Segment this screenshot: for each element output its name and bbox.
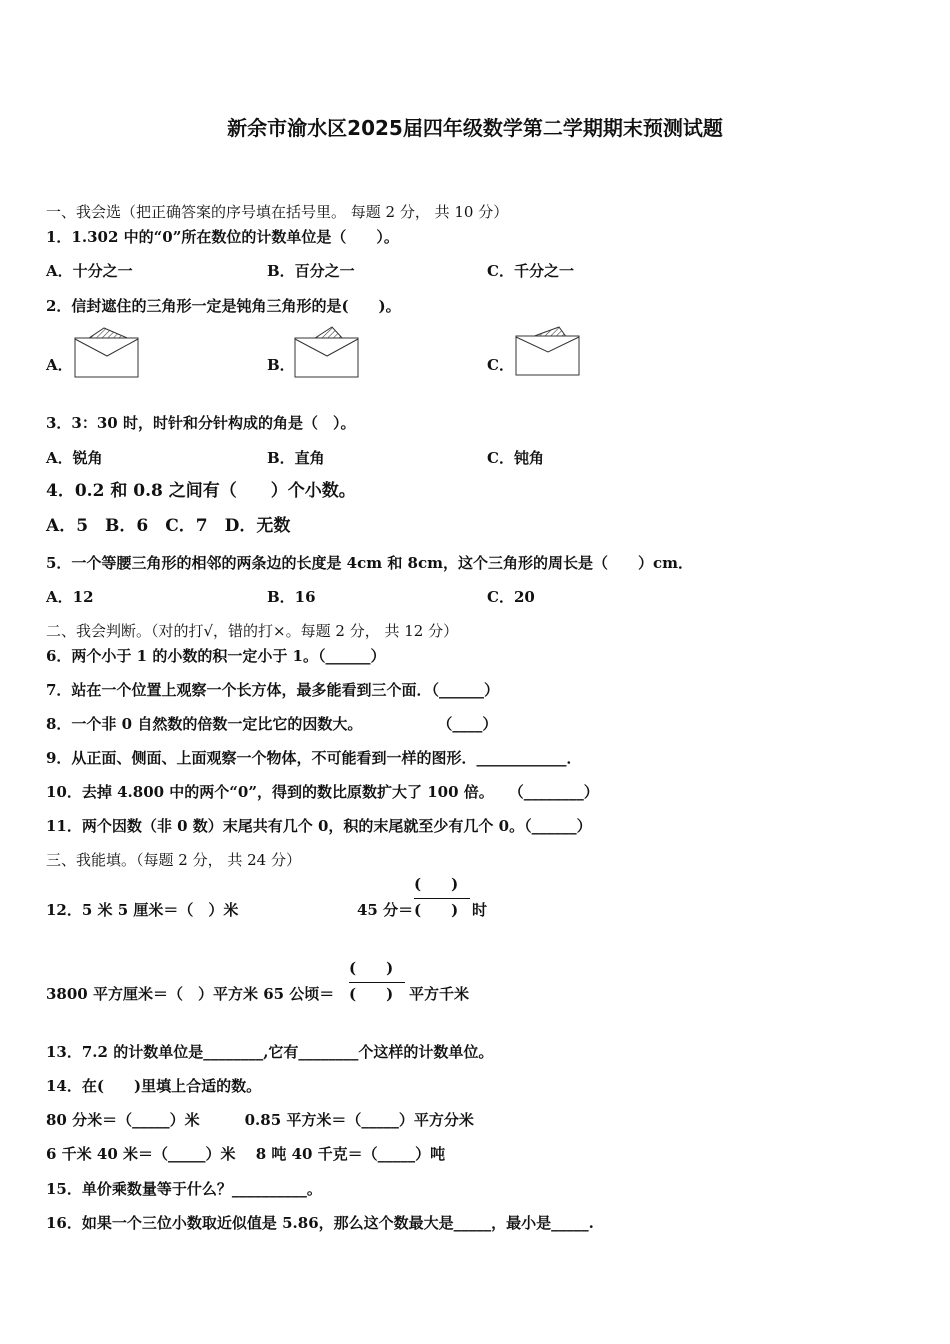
question-13: 13．7.2 的计数单位是________,它有________个这样的计数单位。 [46,1043,494,1061]
q12-time-unit: 时 [472,901,488,919]
question-1: 1．1.302 中的“0”所在数位的计数单位是（ ）。 [46,228,399,246]
q2-option-b[interactable]: B． [267,356,295,374]
question-4: 4．0.2 和 0.8 之间有（ ）个小数。 [46,481,356,501]
question-16: 16．如果一个三位小数取近似值是 5.86，那么这个数最大是_____，最小是_____. [46,1214,594,1232]
fraction-denominator: ( ) [414,901,459,919]
q5-option-c[interactable]: C．20 [487,588,535,606]
q14-line-2: 6 千米 40 米＝（_____）米 8 吨 40 千克＝（_____）吨 [46,1145,446,1163]
q1-option-a[interactable]: A．十分之一 [46,262,133,280]
question-5: 5．一个等腰三角形的相邻的两条边的长度是 4cm 和 8cm，这个三角形的周长是（ ）cm． [46,554,693,572]
q12-time-fraction[interactable] [414,874,459,919]
question-15: 15．单价乘数量等于什么？__________。 [46,1180,322,1198]
question-7: 7．站在一个位置上观察一个长方体，最多能看到三个面．（______） [46,681,499,699]
envelope-b-figure [294,326,360,380]
question-2: 2．信封遮住的三角形一定是钝角三角形的是( )。 [46,297,401,315]
fraction-numerator: ( ) [414,875,459,893]
question-14: 14．在( )里填上合适的数。 [46,1077,262,1095]
envelope-a-figure [74,326,140,380]
question-3: 3．3：30 时，时针和分针构成的角是（ ）。 [46,414,356,432]
question-6: 6．两个小于 1 的小数的积一定小于 1。（______） [46,647,386,665]
question-11: 11．两个因数（非 0 数）末尾共有几个 0，积的末尾就至少有几个 0。（______） [46,817,592,835]
q2-option-a[interactable]: A． [46,356,73,374]
q12-area-unit: 平方千米 [409,985,470,1003]
q5-option-a[interactable]: A．12 [46,588,94,606]
q14-line-1: 80 分米＝（_____）米 0.85 平方米＝（_____）平方分米 [46,1111,474,1129]
question-10: 10．去掉 4.800 中的两个“0”，得到的数比原数扩大了 100 倍。 （________） [46,783,599,801]
q12-area-conversion: 3800 平方厘米＝（ ）平方米 65 公顷＝ [46,985,335,1003]
q12-area-fraction[interactable] [349,958,394,1003]
q3-option-c[interactable]: C．钝角 [487,449,544,467]
q2-option-c[interactable]: C． [487,356,514,374]
q3-option-b[interactable]: B．直角 [267,449,325,467]
section-2-heading: 二、我会判断。（对的打√，错的打×。每题 2 分， 共 12 分） [46,622,459,640]
page-title: 新余市渝水区2025届四年级数学第二学期期末预测试题 [227,116,723,140]
q3-option-a[interactable]: A．锐角 [46,449,103,467]
q5-option-b[interactable]: B．16 [267,588,316,606]
fraction-denominator: ( ) [349,985,394,1003]
fraction-numerator: ( ) [349,959,394,977]
q1-option-c[interactable]: C．千分之一 [487,262,574,280]
q12-time-label: 45 分＝ [357,901,414,919]
question-8: 8．一个非 0 自然数的倍数一定比它的因数大。 （____） [46,715,498,733]
question-9: 9．从正面、侧面、上面观察一个物体，不可能看到一样的图形．____________． [46,749,582,767]
section-3-heading: 三、我能填。（每题 2 分， 共 24 分） [46,851,301,869]
fraction-bar [414,898,470,899]
q1-option-b[interactable]: B．百分之一 [267,262,355,280]
envelope-c-figure [515,326,581,380]
q4-options[interactable]: A．5 B．6 C．7 D．无数 [46,516,291,536]
fraction-bar [349,982,405,983]
section-1-heading: 一、我会选（把正确答案的序号填在括号里。 每题 2 分， 共 10 分） [46,203,509,221]
q12-length-conversion: 12．5 米 5 厘米＝（ ）米 [46,901,239,919]
